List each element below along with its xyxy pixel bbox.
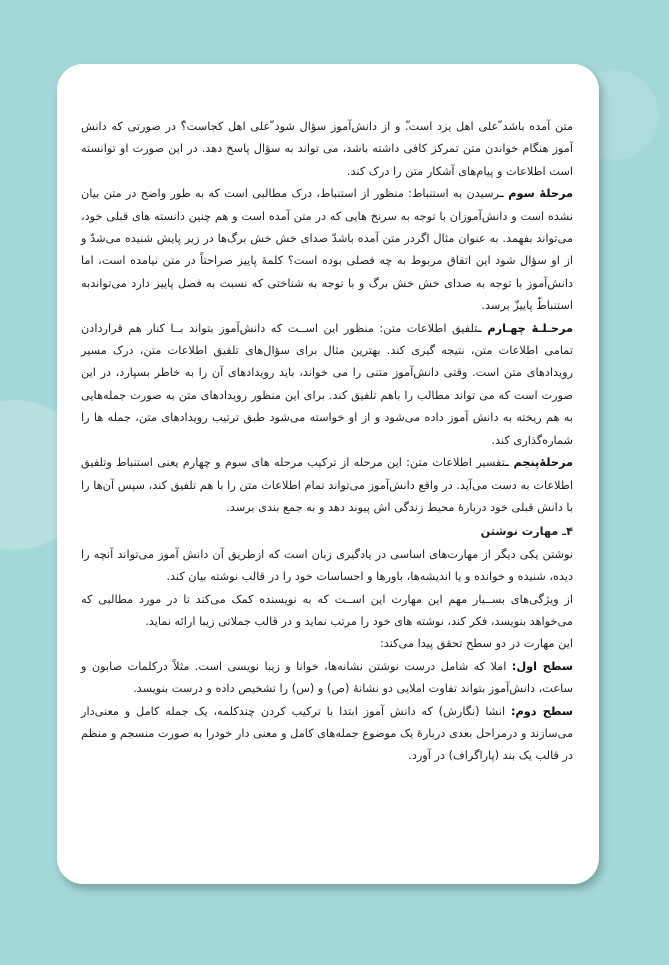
paragraph-body: تفسیر اطلاعات متن: این مرحله از ترکیب مرحله های سوم و چهارم یعنی استنباط وتلفیق اطلاعات به دست می‌آید. در واقع دانش‌آموز می‌تواند تمام اطلاعات متن را با هم تلفیق کند، سپس آن‌ها را با دانش قبلی خود دربارۀ محیط زندگی اش پیوند دهد و به جمع بندی برسد.	[81, 456, 573, 514]
stage-label: مرحـلـۀ چهـارم ـ	[477, 321, 573, 335]
paragraph: متن آمده باشد ّعلی اهل یزد است.ّ و از دانش‌آموز سؤال شود ّعلی اهل کجاست؟ّ در صورتی که دانش آموز هنگام خواندن متن تمرکز کافی داشته باشد، می تواند به سؤال پاسخ دهد. در این صورت او توانسته است اطلاعات و پیام‌های آشکار متن را درک کند.	[81, 120, 573, 178]
stage-label: مرحلۀپنجم ـ	[505, 456, 573, 470]
paragraph: نوشتن یکی دیگر از مهارت‌های اساسی در یادگیری زبان است که ازطریق آن دانش آموز می‌تواند آنچه را دیده، شنیده و خوانده و یا اندیشه‌ها، باورها و احساسات خود را در قالب نوشته بیان کند.	[81, 547, 573, 584]
paragraph-body: رسیدن به استنباط: منظور از استنباط، درک مطالبی است که به طور واضح در متن بیان نشده است و دانش‌آموزان با توجه به سرنخ هایی که در متن آمده است و هم چنین دانسته های قبلی خود، می‌تواند بفهمد. به عنوان مثال اگردر متن آمده باشدّ صدای خش خش برگ‌ها در زیر پایش شنیده می‌شدّ و از او سؤال شود این اتفاق مربوط به چه فصلی بوده است؟ کلمۀ پاییز صراحتاً در متن نیامده است، اما دانش‌آموز با توجه به صدای خش خش برگ و با توجه به شناختی که نسبت به فصل پاییز دارد می‌تواندبه استنباطّ پاییزّ برسد.	[81, 187, 573, 313]
paragraph	[81, 701, 573, 768]
paragraph-body: تلفیق اطلاعات متن: منظور این اســت که دانش‌آموز بتواند بــا کنار هم قراردادن تمامی اطلاعات متن، نتیجه گیری کند. بهترین مثال برای سؤال‌های تلفیق اطلاعات متن، درک مسیر رویدادهای متن است. وقتی دانش‌آموز متنی را می خواند، باید رویدادهای آن را به خاطر بسپارد، در این صورت است که می تواند مطالب را باهم تلفیق کند. برای این منظور رویدادهای متن به صورت جمله‌هایی به هم ریخته به دانش آموز داده می‌شود و از او خواسته می‌شود طبق ترتیب رویدادهای متن، جمله ها را شماره‌گذاری کند.	[81, 321, 573, 447]
paragraph: از ویژگی‌های بســیار مهم این مهارت این اســت که به نویسنده کمک می‌کند تا در مورد مطالبی که می‌خواهد بنویسد، فکر کند، نوشته های خود را مرتب نماید و در قالب جملاتی زیبا ارائه نماید.	[81, 592, 573, 628]
paragraph	[81, 183, 573, 317]
level-label: سطح اول:	[511, 659, 574, 673]
paragraph	[81, 656, 573, 701]
paragraph-body: املا که شامل درست نوشتن نشانه‌ها، خوانا و زیبا نویسی است. مثلاً درکلمات صابون و ساعت، دانش‌آموز بتواند تفاوت املایی دو نشانۀ (ص) و (س) را تشخیص داده و درست بنویسد.	[81, 659, 573, 696]
stage-label: مرحلۀ سوم ـ	[499, 187, 573, 201]
paragraph	[81, 452, 573, 519]
paragraph: این مهارت در دو سطح تحقق پیدا می‌کند:	[380, 637, 573, 651]
paragraph-body: انشا (نگارش) که دانش آموز ابتدا با ترکیب کردن چندکلمه، یک جمله کامل و معنی‌دار می‌سازند و درمراحل بعدی دربارۀ یک موضوع جمله‌های کامل و معنی دار خودرا به صورت منسجم و منظم در قالب یک بند (پاراگراف) در آورد.	[81, 704, 573, 763]
paragraph	[81, 318, 573, 452]
content-card	[57, 64, 599, 884]
level-label: سطح دوم:	[510, 704, 574, 718]
article-text	[81, 116, 573, 768]
section-heading: ۴ـ مهارت نوشتن	[480, 525, 573, 539]
